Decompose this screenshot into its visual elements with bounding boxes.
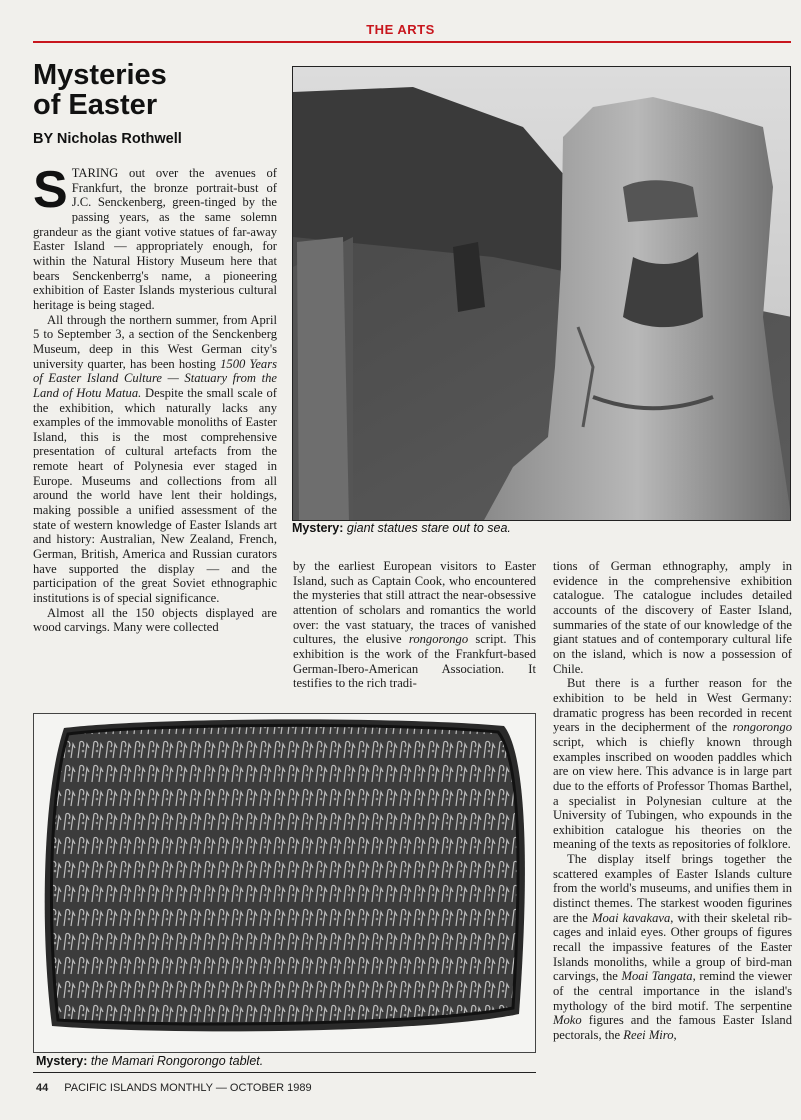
paragraph-2 xyxy=(33,313,277,606)
article-title xyxy=(33,60,283,120)
byline: BY Nicholas Rothwell xyxy=(33,131,182,147)
column-3-paragraph-2 xyxy=(553,676,792,852)
moai-illustration xyxy=(293,67,791,521)
column-3-paragraph-1: tions of German ethnography, amply in evidence in the comprehensive exhibition catalogue. The catalogue includes detailed accounts of the discovery of Easter Island, summaries of the state of our knowledge of the giant statues and of contemporary cultural life on the island, which is now a possession of Chile. xyxy=(553,559,792,676)
statue-caption-label: Mystery: xyxy=(292,521,344,535)
title-line-2: of Easter xyxy=(33,89,158,121)
paragraph-3: Almost all the 150 objects displayed are wood carvings. Many were collected xyxy=(33,605,277,635)
paragraph-2-text-a: All through the northern summer, from April 5 to September 3, a section of the Senckenberg Museum, deep in this West German city's university quarter, has been hosting xyxy=(33,312,277,371)
caption-rule xyxy=(33,1072,536,1073)
drop-cap: S xyxy=(33,161,68,219)
rongorongo-term-2: rongorongo xyxy=(732,720,792,735)
column-1 xyxy=(33,161,278,635)
exhibition-title: 1500 Years of Easter Island Culture — Statuary from the Land of Hotu Matua. xyxy=(33,356,278,400)
tablet-illustration xyxy=(34,714,536,1053)
column-3-paragraph-3 xyxy=(553,852,792,1043)
paragraph-2-text-b: Despite the small scale of the exhibition, which naturally lacks any examples of the immovable monoliths of Easter Island, this is the most comprehensive presentation of cultural artefacts from the remote heart of Polynesia ever staged in Europe. Museums and collections from all around the world have lent their holdings, making possible a unified assessment of the state of western knowledge of Easter Islands art and history: Australian, New Zealand, French, German, British, America and Russian curators have supported the display — and the participation of the great Soviet ethnographic institutions is of special significance. xyxy=(33,385,277,606)
column-2 xyxy=(293,559,536,691)
publication-name: PACIFIC ISLANDS MONTHLY — OCTOBER 1989 xyxy=(64,1082,312,1094)
title-line-1: Mysteries xyxy=(33,59,167,91)
column-3-p3-text-a: The display itself brings together the scattered examples of Easter Islands culture from the world's museums, and unifies them in distinct themes. The starkest wooden figurines are the xyxy=(553,852,792,925)
page-footer xyxy=(36,1082,312,1094)
moko-term: Moko xyxy=(553,1013,582,1028)
column-3-p3-text-d: figures and the famous Easter Island pectorals, the xyxy=(553,1013,792,1042)
column-2-paragraph xyxy=(293,559,536,691)
reei-miro-term: Reei Miro xyxy=(623,1028,674,1042)
paragraph-1-text: TARING out over the avenues of Frankfurt, the bronze portrait-bust of J.C. Senckenberg, green-tinged by the passing years, as the same solemn grandeur as the giant votive statues of far-away Easter Island — appropriately enough, for within the Natural History Museum here that bears Senckenberrg's name, a pioneering exhibition of Easter Islands mysterious cultural heritage is being staged. xyxy=(33,166,277,312)
column-3 xyxy=(553,559,792,1043)
column-2-text-b: script. This exhibition is the work of the Frankfurt-based German-Ibero-American Association. It testifies to the rich tradi- xyxy=(293,632,536,691)
rongorongo-tablet-photo xyxy=(33,713,536,1053)
column-3-p2-text-a: But there is a further reason for the exhibition to be held in West Germany: dramatic progress has been recorded in recent years in the decipherment of the xyxy=(553,676,792,735)
column-3-p3-text-e: , xyxy=(673,1028,677,1042)
statue-caption xyxy=(292,521,791,535)
tablet-caption xyxy=(36,1054,536,1068)
tablet-caption-label: Mystery: xyxy=(36,1054,88,1068)
column-3-p2-text-b: script, which is chiefly known through examples inscribed on wooden paddles which are on view here. This advance is in large part due to the efforts of Professor Thomas Barthel, a specialist in Polynesian culture at the University of Tubingen, who expounds in the exhibition catalogue his theories on the meaning of the texts as repositories of folklore. xyxy=(553,734,792,852)
moai-statue-photo xyxy=(292,66,791,521)
header-rule xyxy=(33,41,791,43)
page-number: 44 xyxy=(36,1082,49,1094)
moai-kavakava-term: Moai kavakava xyxy=(592,910,671,925)
section-header: THE ARTS xyxy=(366,22,435,37)
paragraph-1 xyxy=(33,161,277,313)
column-3-p3-text-c: , remind the viewer of the central importance in the island's mythology of the bird motif. The serpentine xyxy=(553,969,792,1013)
column-2-text-a: by the earliest European visitors to Easter Island, such as Captain Cook, who encountered the mysteries that still attract the near-obsessive attention of scholars and romantics the world over: the vast statuary, the traces of vanished cultures, the elusive xyxy=(293,559,536,647)
moai-tangata-term: Moai Tangata xyxy=(621,969,693,984)
rongorongo-term: rongorongo xyxy=(408,632,469,647)
tablet-caption-text: the Mamari Rongorongo tablet. xyxy=(87,1054,264,1068)
statue-caption-text: giant statues stare out to sea. xyxy=(343,521,511,535)
column-3-p3-text-b: , with their skeletal rib-cages and inlaid eyes. Other groups of figures recall the impassive features of the Easter Islands monoliths, while a group of bird-man carvings, the xyxy=(553,910,792,984)
